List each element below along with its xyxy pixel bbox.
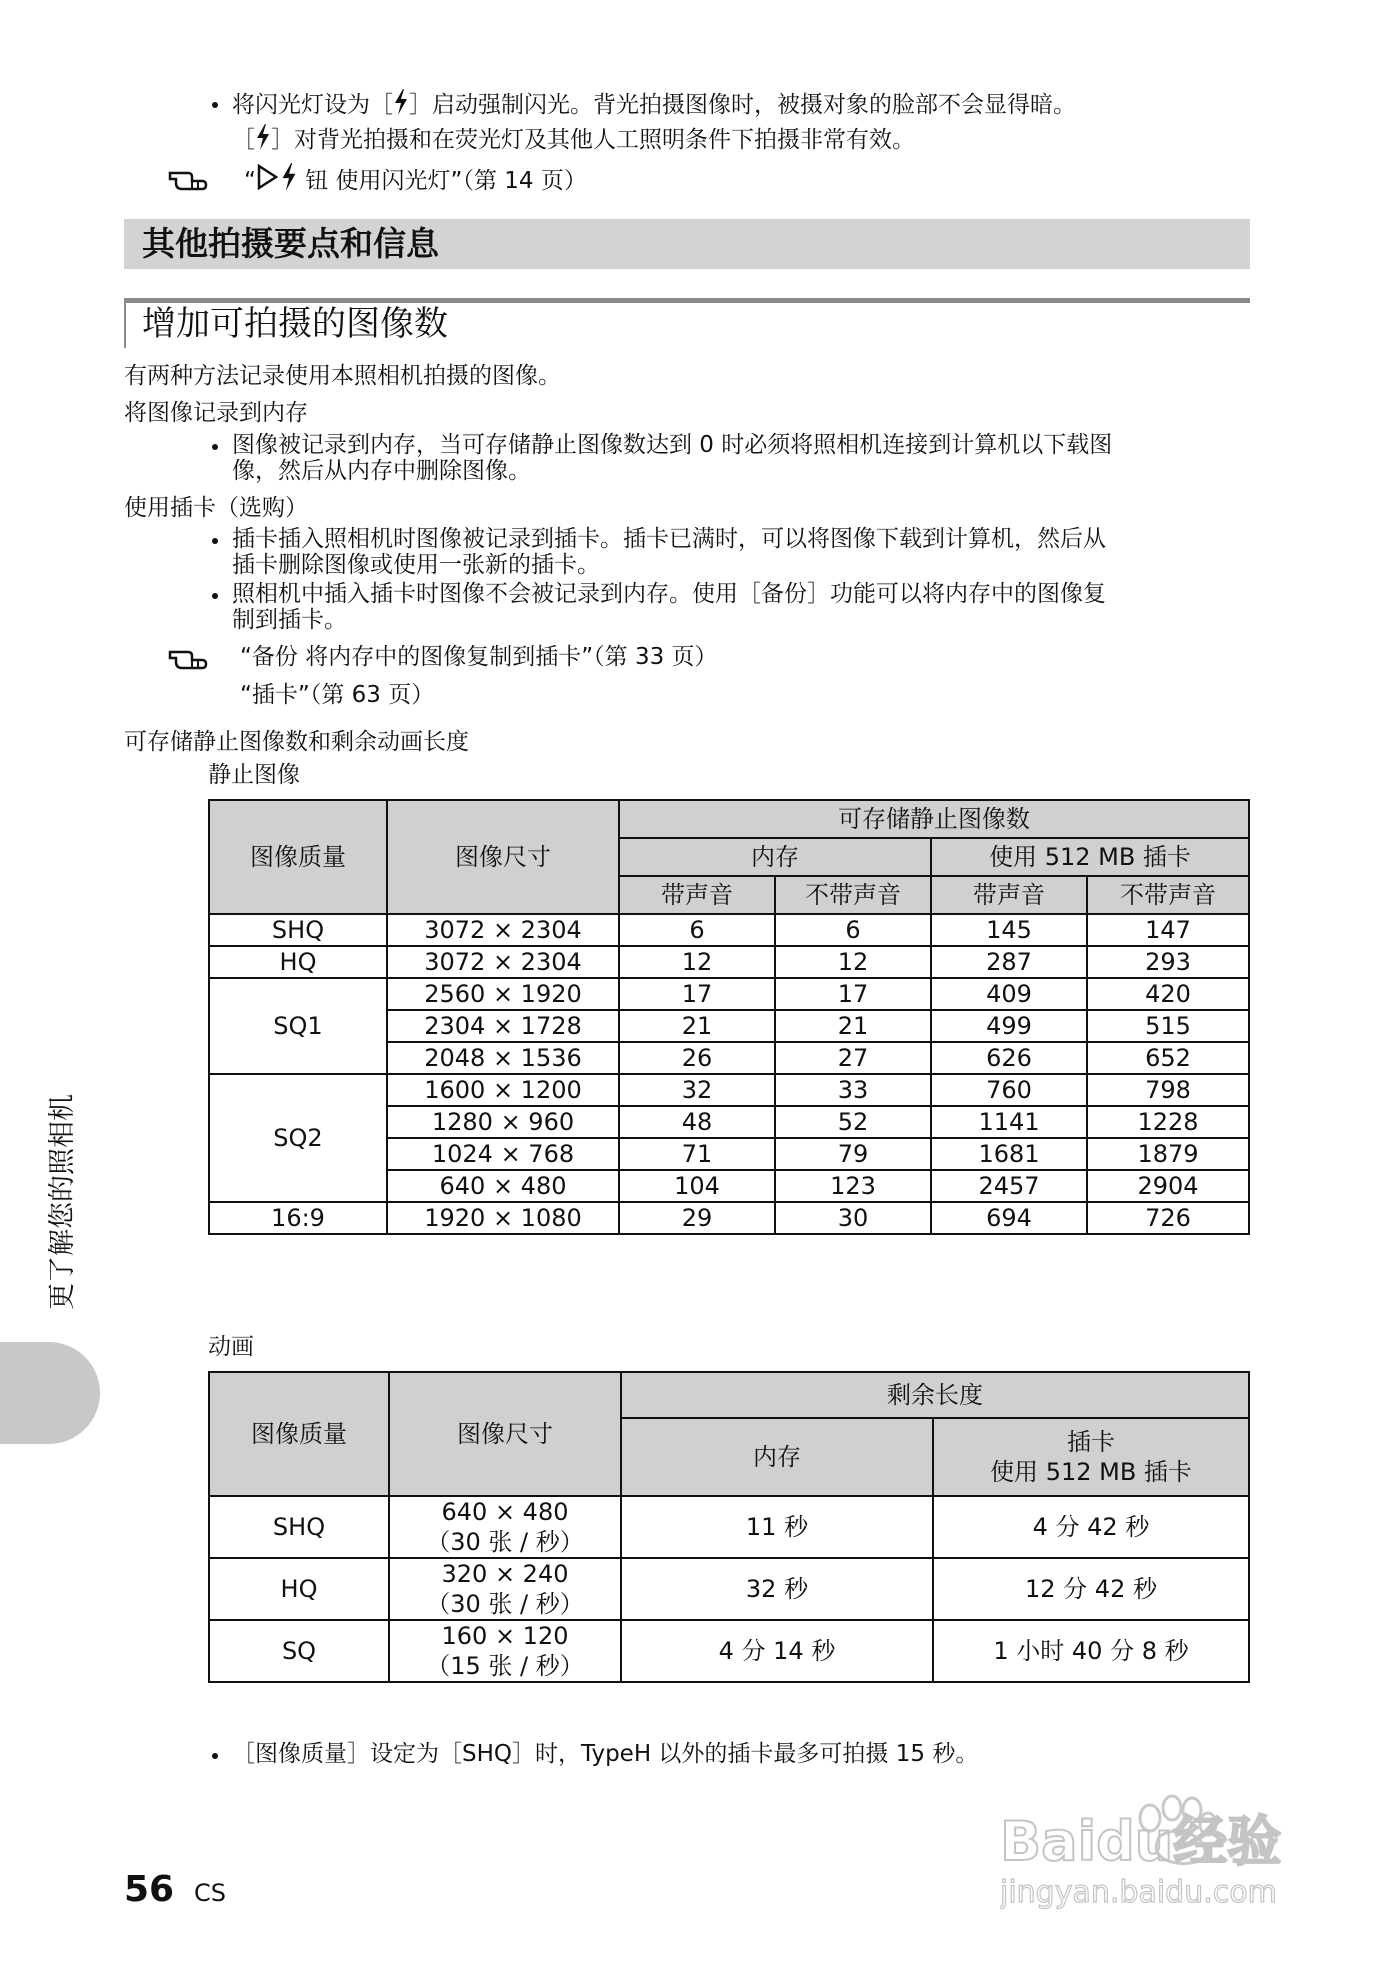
count-cell: 30	[775, 1202, 931, 1234]
text: ［	[232, 127, 255, 153]
heading-internal-memory: 将图像记录到内存	[124, 400, 308, 426]
flash-forced-note	[232, 89, 1076, 120]
reference-backup-link[interactable]: “备份 将内存中的图像复制到插卡”（第 33 页）	[240, 644, 718, 670]
bullet-dot	[212, 538, 218, 544]
right-arrow-icon	[256, 163, 280, 191]
header-without-sound: 不带声音	[775, 876, 931, 914]
chapter-side-label: 更了解您的照相机	[47, 1094, 78, 1310]
size-cell: 2304 × 1728	[387, 1010, 619, 1042]
count-cell: 147	[1087, 914, 1249, 946]
size-value: 320 × 240	[441, 1560, 569, 1588]
reference-hand-icon	[168, 167, 208, 191]
size-cell	[389, 1620, 621, 1682]
still-image-table	[208, 799, 1250, 1235]
internal-length-cell: 4 分 14 秒	[621, 1620, 933, 1682]
bullet-dot	[212, 1753, 218, 1759]
size-value: 160 × 120	[441, 1622, 569, 1650]
count-cell: 12	[775, 946, 931, 978]
frame-rate: （15 张 / 秒）	[426, 1652, 584, 1680]
count-cell: 1681	[931, 1138, 1087, 1170]
table-row	[209, 1074, 1249, 1106]
header-without-sound: 不带声音	[1087, 876, 1249, 914]
movie-table	[208, 1371, 1250, 1683]
count-cell: 27	[775, 1042, 931, 1074]
count-cell: 287	[931, 946, 1087, 978]
heading-capacity: 可存储静止图像数和剩余动画长度	[124, 729, 469, 755]
frame-rate: （30 张 / 秒）	[426, 1528, 584, 1556]
count-cell: 48	[619, 1106, 775, 1138]
flash-icon	[255, 124, 271, 150]
size-cell: 1024 × 768	[387, 1138, 619, 1170]
count-cell: 6	[619, 914, 775, 946]
card-length-cell: 1 小时 40 分 8 秒	[933, 1620, 1249, 1682]
card-length-cell: 4 分 42 秒	[933, 1496, 1249, 1558]
page-number: 56	[124, 1869, 175, 1910]
internal-length-cell: 32 秒	[621, 1558, 933, 1620]
count-cell: 29	[619, 1202, 775, 1234]
watermark-brand: Baidu经验	[1000, 1810, 1282, 1873]
bullet-text: 制到插卡。	[232, 607, 347, 633]
size-cell: 1600 × 1200	[387, 1074, 619, 1106]
bullet-text: 照相机中插入插卡时图像不会被记录到内存。使用［备份］功能可以将内存中的图像复	[232, 581, 1106, 607]
header-card-line1: 插卡	[1067, 1428, 1115, 1456]
count-cell: 21	[619, 1010, 775, 1042]
bullet-text: 图像被记录到内存，当可存储静止图像数达到 0 时必须将照相机连接到计算机以下载图	[232, 432, 1113, 458]
count-cell: 17	[775, 978, 931, 1010]
count-cell: 6	[775, 914, 931, 946]
size-value: 640 × 480	[441, 1498, 569, 1526]
heading-card: 使用插卡（选购）	[124, 495, 308, 521]
count-cell: 26	[619, 1042, 775, 1074]
header-size: 图像尺寸	[389, 1372, 621, 1496]
count-cell: 17	[619, 978, 775, 1010]
count-cell: 626	[931, 1042, 1087, 1074]
count-cell: 2904	[1087, 1170, 1249, 1202]
table-row	[209, 1202, 1249, 1234]
size-cell	[389, 1496, 621, 1558]
quality-cell: SQ	[209, 1620, 389, 1682]
header-card-line2: 使用 512 MB 插卡	[990, 1458, 1192, 1486]
count-cell: 33	[775, 1074, 931, 1106]
count-cell: 652	[1087, 1042, 1249, 1074]
size-cell: 640 × 480	[387, 1170, 619, 1202]
size-cell: 2048 × 1536	[387, 1042, 619, 1074]
subsection-left-border	[124, 303, 126, 348]
count-cell: 293	[1087, 946, 1249, 978]
text: ］对背光拍摄和在荧光灯及其他人工照明条件下拍摄非常有效。	[271, 127, 915, 153]
bullet-text: 插卡插入照相机时图像被记录到插卡。插卡已满时，可以将图像下载到计算机，然后从	[232, 526, 1106, 552]
count-cell: 71	[619, 1138, 775, 1170]
quality-cell: SHQ	[209, 914, 387, 946]
bullet-dot	[212, 102, 218, 108]
table-row	[209, 1496, 1249, 1558]
count-cell: 145	[931, 914, 1087, 946]
count-cell: 104	[619, 1170, 775, 1202]
header-size: 图像尺寸	[387, 800, 619, 914]
count-cell: 515	[1087, 1010, 1249, 1042]
size-cell: 2560 × 1920	[387, 978, 619, 1010]
bullet-dot	[212, 593, 218, 599]
table-row	[209, 1620, 1249, 1682]
count-cell: 123	[775, 1170, 931, 1202]
header-with-sound: 带声音	[931, 876, 1087, 914]
table-row	[209, 978, 1249, 1010]
count-cell: 2457	[931, 1170, 1087, 1202]
bullet-text: 像，然后从内存中删除图像。	[232, 458, 531, 484]
flash-icon	[393, 89, 409, 115]
reference-card-link[interactable]: “插卡”（第 63 页）	[240, 682, 435, 708]
reference-hand-icon	[168, 646, 208, 670]
size-cell: 3072 × 2304	[387, 946, 619, 978]
count-cell: 79	[775, 1138, 931, 1170]
text: ］启动强制闪光。背光拍摄图像时，被摄对象的脸部不会显得暗。	[409, 92, 1076, 118]
count-cell: 1879	[1087, 1138, 1249, 1170]
flash-forced-note-line2	[232, 124, 915, 155]
header-quality: 图像质量	[209, 1372, 389, 1496]
quality-cell: SQ1	[209, 978, 387, 1074]
count-cell: 1141	[931, 1106, 1087, 1138]
quality-cell: HQ	[209, 946, 387, 978]
header-remaining: 剩余长度	[621, 1372, 1249, 1418]
header-with-sound: 带声音	[619, 876, 775, 914]
count-cell: 52	[775, 1106, 931, 1138]
internal-length-cell: 11 秒	[621, 1496, 933, 1558]
text: “	[244, 168, 256, 194]
watermark-url: jingyan.baidu.com	[1000, 1875, 1277, 1910]
subsection-title: 增加可拍摄的图像数	[142, 304, 448, 344]
count-cell: 760	[931, 1074, 1087, 1106]
count-cell: 694	[931, 1202, 1087, 1234]
frame-rate: （30 张 / 秒）	[426, 1590, 584, 1618]
size-cell: 1920 × 1080	[387, 1202, 619, 1234]
text: 将闪光灯设为［	[232, 92, 393, 118]
page-language: CS	[194, 1879, 226, 1907]
paragraph: 有两种方法记录使用本照相机拍摄的图像。	[124, 363, 561, 389]
size-cell: 3072 × 2304	[387, 914, 619, 946]
header-card	[933, 1418, 1249, 1496]
header-card: 使用 512 MB 插卡	[931, 838, 1249, 876]
header-quality: 图像质量	[209, 800, 387, 914]
count-cell: 798	[1087, 1074, 1249, 1106]
card-length-cell: 12 分 42 秒	[933, 1558, 1249, 1620]
count-cell: 726	[1087, 1202, 1249, 1234]
count-cell: 1228	[1087, 1106, 1249, 1138]
bullet-dot	[212, 444, 218, 450]
header-internal: 内存	[621, 1418, 933, 1496]
table-row	[209, 914, 1249, 946]
flash-icon	[280, 163, 298, 191]
size-cell: 1280 × 960	[387, 1106, 619, 1138]
flash-button-reference[interactable]	[244, 163, 587, 196]
quality-cell: 16:9	[209, 1202, 387, 1234]
table-row	[209, 946, 1249, 978]
count-cell: 409	[931, 978, 1087, 1010]
section-title: 其他拍摄要点和信息	[142, 224, 439, 263]
size-cell	[389, 1558, 621, 1620]
bullet-text: 插卡删除图像或使用一张新的插卡。	[232, 552, 600, 578]
text: 钮 使用闪光灯”（第 14 页）	[297, 168, 587, 194]
table-row	[209, 1558, 1249, 1620]
count-cell: 32	[619, 1074, 775, 1106]
baidu-watermark-logo	[1000, 1790, 1330, 1910]
count-cell: 12	[619, 946, 775, 978]
chapter-tab	[0, 1342, 100, 1444]
header-internal: 内存	[619, 838, 931, 876]
header-count: 可存储静止图像数	[619, 800, 1249, 838]
quality-cell: SQ2	[209, 1074, 387, 1202]
count-cell: 21	[775, 1010, 931, 1042]
footnote: ［图像质量］设定为［SHQ］时，TypeH 以外的插卡最多可拍摄 15 秒。	[232, 1741, 979, 1767]
count-cell: 420	[1087, 978, 1249, 1010]
movie-label: 动画	[208, 1334, 254, 1360]
quality-cell: HQ	[209, 1558, 389, 1620]
count-cell: 499	[931, 1010, 1087, 1042]
still-image-label: 静止图像	[208, 762, 300, 788]
quality-cell: SHQ	[209, 1496, 389, 1558]
